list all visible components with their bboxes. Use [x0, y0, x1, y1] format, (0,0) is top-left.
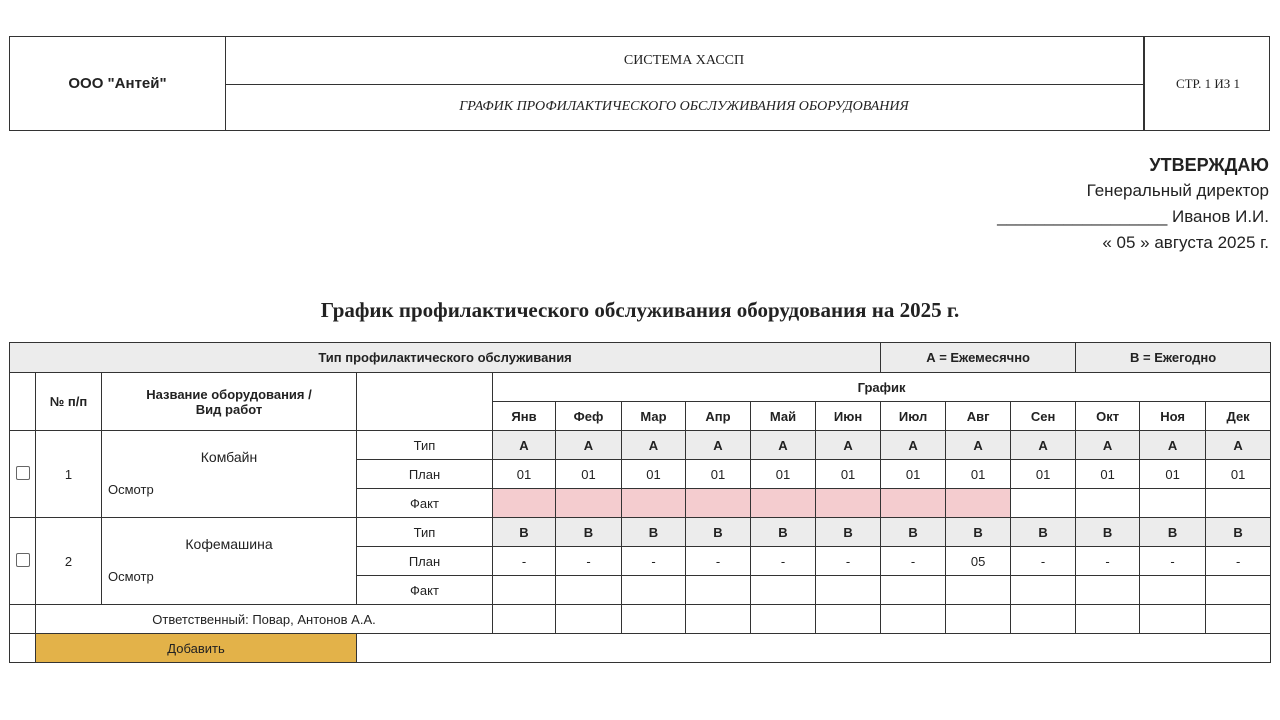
schedule-cell-type: А [751, 431, 816, 460]
schedule-cell-type: В [686, 518, 751, 547]
schedule-cell-plan: 01 [686, 460, 751, 489]
schedule-cell-plan: 01 [1140, 460, 1206, 489]
approval-block [997, 152, 1269, 256]
schedule-cell-type: В [1140, 518, 1206, 547]
equipment-cell [102, 431, 357, 518]
schedule-cell-plan: - [622, 547, 686, 576]
responsible-empty-cell [622, 605, 686, 634]
page-title: График профилактического обслуживания оборудования на 2025 г. [320, 298, 960, 322]
col-schedule-header: График [493, 373, 1271, 402]
schedule-cell-type: В [1206, 518, 1271, 547]
schedule-cell-type: В [622, 518, 686, 547]
schedule-cell-type: В [1011, 518, 1076, 547]
approval-title: УТВЕРЖДАЮ [1149, 155, 1269, 175]
schedule-cell-type: А [1206, 431, 1271, 460]
schedule-cell-fact[interactable] [1206, 489, 1271, 518]
row-label-fact: Факт [357, 576, 493, 605]
schedule-cell-plan: 01 [881, 460, 946, 489]
schedule-cell-fact[interactable] [751, 489, 816, 518]
row-label-plan: План [357, 460, 493, 489]
month-header: Июн [816, 402, 881, 431]
responsible-empty-cell [556, 605, 622, 634]
schedule-cell-type: А [493, 431, 556, 460]
schedule-cell-type: В [1076, 518, 1140, 547]
schedule-cell-fact[interactable] [881, 489, 946, 518]
schedule-cell-fact[interactable] [881, 576, 946, 605]
schedule-cell-fact[interactable] [493, 576, 556, 605]
schedule-cell-fact[interactable] [1206, 576, 1271, 605]
schedule-cell-type: В [816, 518, 881, 547]
month-header: Феф [556, 402, 622, 431]
responsible-empty-cell [1140, 605, 1206, 634]
row-number: 1 [36, 431, 102, 518]
row-label-type: Тип [357, 431, 493, 460]
month-header: Дек [1206, 402, 1271, 431]
schedule-cell-fact[interactable] [946, 576, 1011, 605]
responsible-empty-cell [946, 605, 1011, 634]
equipment-cell [102, 518, 357, 605]
schedule-cell-type: А [1140, 431, 1206, 460]
responsible-empty-cell [881, 605, 946, 634]
schedule-cell-plan: - [1011, 547, 1076, 576]
row-label-plan: План [357, 547, 493, 576]
schedule-cell-fact[interactable] [1076, 489, 1140, 518]
equipment-name: Кофемашина [185, 536, 273, 552]
schedule-cell-plan: - [686, 547, 751, 576]
equipment-name: Комбайн [200, 449, 258, 465]
responsible-empty-cell [1076, 605, 1140, 634]
document-title: ГРАФИК ПРОФИЛАКТИЧЕСКОГО ОБСЛУЖИВАНИЯ ОБОРУДОВАНИЯ [459, 99, 909, 114]
type-legend-row [10, 343, 1271, 373]
schedule-cell-plan: - [816, 547, 881, 576]
month-header: Апр [686, 402, 751, 431]
schedule-cell-fact[interactable] [816, 489, 881, 518]
schedule-cell-fact[interactable] [1076, 576, 1140, 605]
responsible-empty-cell [493, 605, 556, 634]
schedule-cell-plan: - [881, 547, 946, 576]
schedule-cell-type: А [946, 431, 1011, 460]
responsible-empty-cell [816, 605, 881, 634]
row-number: 2 [36, 518, 102, 605]
month-header: Май [751, 402, 816, 431]
month-header: Мар [622, 402, 686, 431]
responsible-row [10, 605, 1271, 634]
page-counter: СТР. 1 ИЗ 1 [1143, 37, 1271, 130]
schedule-header-row [10, 373, 1271, 402]
approval-date: « 05 » августа 2025 г. [1102, 233, 1269, 252]
add-button[interactable]: Добавить [36, 634, 357, 663]
schedule-cell-plan: 01 [1206, 460, 1271, 489]
responsible-person: Ответственный: Повар, Антонов А.А. [36, 605, 493, 634]
responsible-empty-cell [751, 605, 816, 634]
month-header: Авг [946, 402, 1011, 431]
schedule-cell-plan: - [1140, 547, 1206, 576]
row-select-checkbox[interactable] [16, 466, 30, 480]
equipment-type-row [10, 518, 1271, 547]
month-header: Июл [881, 402, 946, 431]
schedule-cell-fact[interactable] [1140, 576, 1206, 605]
schedule-cell-plan: 01 [493, 460, 556, 489]
schedule-cell-fact[interactable] [1011, 576, 1076, 605]
responsible-empty-cell [1011, 605, 1076, 634]
schedule-cell-plan: - [1206, 547, 1271, 576]
schedule-cell-type: А [622, 431, 686, 460]
schedule-cell-fact[interactable] [946, 489, 1011, 518]
system-name: СИСТЕМА ХАССП [225, 37, 1143, 85]
schedule-cell-fact[interactable] [556, 576, 622, 605]
col-number-header: № п/п [36, 373, 102, 431]
schedule-cell-plan: 01 [1011, 460, 1076, 489]
schedule-cell-fact[interactable] [493, 489, 556, 518]
row-label-type: Тип [357, 518, 493, 547]
schedule-cell-fact[interactable] [556, 489, 622, 518]
month-header: Янв [493, 402, 556, 431]
schedule-cell-plan: 01 [622, 460, 686, 489]
schedule-cell-plan: 01 [816, 460, 881, 489]
schedule-cell-fact[interactable] [686, 489, 751, 518]
schedule-cell-plan: 01 [946, 460, 1011, 489]
schedule-cell-type: А [1011, 431, 1076, 460]
month-header: Сен [1011, 402, 1076, 431]
schedule-cell-type: А [556, 431, 622, 460]
month-header: Окт [1076, 402, 1140, 431]
schedule-cell-plan: - [751, 547, 816, 576]
schedule-cell-plan: 01 [1076, 460, 1140, 489]
schedule-cell-type: В [946, 518, 1011, 547]
schedule-cell-type: А [686, 431, 751, 460]
document-header [9, 36, 1270, 131]
work-type: Осмотр [108, 569, 154, 584]
schedule-cell-plan: 05 [946, 547, 1011, 576]
company-name: ООО "Антей" [10, 37, 226, 130]
schedule-cell-fact[interactable] [751, 576, 816, 605]
row-select-checkbox[interactable] [16, 553, 30, 567]
schedule-cell-type: А [816, 431, 881, 460]
col-name-header: Название оборудования / Вид работ [102, 373, 357, 431]
month-header: Ноя [1140, 402, 1206, 431]
approver-position: Генеральный директор [1086, 181, 1269, 200]
legend-monthly: А = Ежемесячно [881, 343, 1076, 373]
row-label-fact: Факт [357, 489, 493, 518]
schedule-cell-type: В [881, 518, 946, 547]
schedule-cell-type: В [493, 518, 556, 547]
schedule-cell-fact[interactable] [816, 576, 881, 605]
maintenance-type-label: Тип профилактического обслуживания [10, 343, 881, 373]
schedule-cell-type: А [1076, 431, 1140, 460]
responsible-empty-cell [1206, 605, 1271, 634]
schedule-cell-plan: 01 [751, 460, 816, 489]
schedule-cell-plan: - [1076, 547, 1140, 576]
schedule-cell-plan: 01 [556, 460, 622, 489]
schedule-cell-fact[interactable] [1140, 489, 1206, 518]
schedule-cell-fact[interactable] [622, 576, 686, 605]
schedule-cell-plan: - [493, 547, 556, 576]
schedule-cell-fact[interactable] [622, 489, 686, 518]
legend-yearly: В = Ежегодно [1076, 343, 1271, 373]
equipment-type-row [10, 431, 1271, 460]
schedule-cell-type: А [881, 431, 946, 460]
schedule-cell-fact[interactable] [686, 576, 751, 605]
schedule-cell-fact[interactable] [1011, 489, 1076, 518]
work-type: Осмотр [108, 482, 154, 497]
approver-signature: __________________ Иванов И.И. [997, 207, 1269, 226]
maintenance-schedule-table [9, 342, 1271, 663]
schedule-cell-type: В [556, 518, 622, 547]
add-row [10, 634, 1271, 663]
schedule-cell-type: В [751, 518, 816, 547]
schedule-cell-plan: - [556, 547, 622, 576]
responsible-empty-cell [686, 605, 751, 634]
